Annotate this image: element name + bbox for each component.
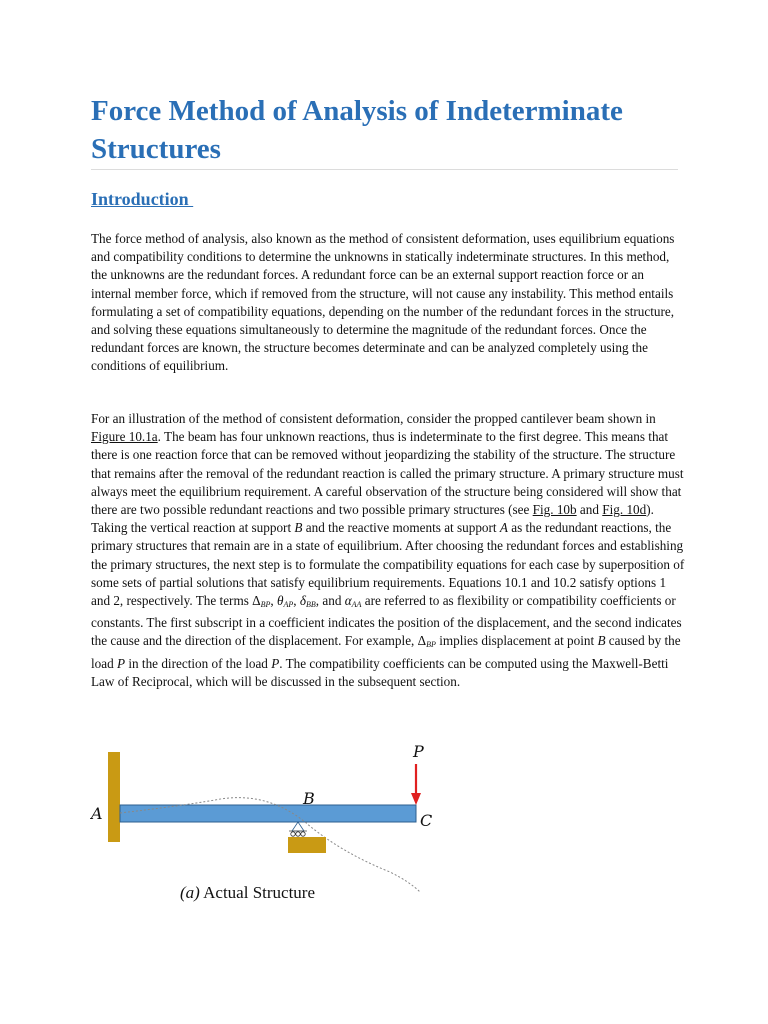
italic-b: B	[597, 633, 606, 649]
label-c: C	[420, 811, 433, 830]
italic-a: A	[499, 520, 508, 536]
link-figure-10-1a[interactable]: Figure 10.1a	[91, 429, 158, 445]
page-title: Force Method of Analysis of Indeterminate Structures	[91, 95, 623, 165]
title-divider	[91, 169, 678, 170]
text-run: . The compatibility coefficients can be computed using the Maxwell-Betti Law of Reciprocal, which will be discussed in the subsequent section.	[91, 655, 669, 689]
symbol-delta: Δ	[252, 593, 261, 609]
subscript-aa: AA	[351, 600, 362, 610]
italic-p: P	[117, 655, 126, 671]
separator: ,	[270, 593, 277, 609]
link-fig-10d[interactable]: Fig. 10d	[602, 502, 647, 518]
label-a: A	[91, 804, 103, 823]
caption-text: Actual Structure	[199, 883, 316, 902]
link-fig-10b[interactable]: Fig. 10b	[532, 502, 577, 518]
roller-wheel	[301, 832, 305, 836]
text-run: For an illustration of the method of consistent deformation, consider the propped cantilever beam shown in	[91, 411, 656, 426]
intro-paragraph-1: The force method of analysis, also known as the method of consistent deformation, uses equilibrium equations and compatibility conditions to determine the unknowns in statically indeterminate structures. In this method, the unknowns are the redundant forces. A redundant force can be an external support reaction force or an internal member force, which if removed from the structure, will not cause any instability. This method entails formulating a set of compatibility equations, depending on the number of the redundant forces in the structure, and solving these equations simultaneously to determine the magnitude of the redundant forces. Once the redundant forces are known, the structure becomes determinate and can be analyzed completely using the conditions of equilibrium.	[91, 231, 675, 374]
symbol-delta: Δ	[417, 633, 427, 649]
separator: , and	[315, 593, 345, 609]
subscript-bp: BP	[426, 640, 436, 650]
roller-support-base	[288, 837, 326, 853]
subscript-bp: BP	[260, 600, 271, 610]
text-run: implies displacement at point	[435, 633, 598, 649]
symbol-theta: θ	[277, 593, 284, 609]
text-run: ). Taking the vertical reaction at support	[91, 502, 654, 536]
label-p: P	[413, 742, 424, 761]
caption-part: (a)	[180, 883, 200, 902]
italic-p: P	[271, 655, 280, 671]
text-run: . The beam has four unknown reactions, thus is indeterminate to the first degree. This means that there is one reaction force that can be removed without jeopardizing the stability of the structure. The structure that remains after the removal of the redundant reaction is called the primary structure. A primary structure must always meet the equilibrium requirement. A careful observation of the structure being considered will show that there are two possible redundant reactions and two possible primary structures (see	[91, 429, 684, 518]
roller-support-triangle	[292, 822, 304, 831]
subscript-ap: AP	[283, 600, 294, 610]
subscript-bb: BB	[306, 600, 316, 610]
italic-b: B	[294, 520, 303, 536]
text-run: are referred to as flexibility or compatibility coefficients or constants. The first subscript in a coefficient indicates the position of the displacement, and the second indicates the cause and the direction of the displacement. For example,	[91, 593, 682, 649]
text-run: in the direction of the load	[125, 655, 272, 671]
fixed-support-wall	[108, 752, 120, 842]
roller-wheel	[296, 832, 300, 836]
label-b: B	[303, 789, 315, 808]
section-heading-introduction[interactable]: Introduction	[91, 189, 194, 209]
intro-paragraph-2	[91, 410, 685, 691]
symbol-delta-small: δ	[299, 593, 306, 609]
figure-propped-cantilever	[90, 742, 435, 907]
roller-wheel	[291, 832, 295, 836]
figure-caption	[180, 883, 315, 902]
separator: ,	[293, 593, 300, 609]
text-run: and the reactive moments at support	[302, 520, 500, 536]
symbol-alpha: α	[344, 593, 352, 609]
text-run: caused by the load	[91, 633, 681, 671]
text-run: and	[576, 502, 603, 518]
text-run: as the redundant reactions, the primary structures that remain are in a state of equilibrium. After choosing the redundant forces and establishing the primary structures, the next step is to formulate the compatibility equations for each case by superposition of some sets of partial solutions that satisfy equilibrium requirements. Equations 10.1 and 10.2 satisfy options 1 and 2, respectively. The terms	[91, 520, 685, 609]
load-arrow-head	[411, 793, 421, 805]
